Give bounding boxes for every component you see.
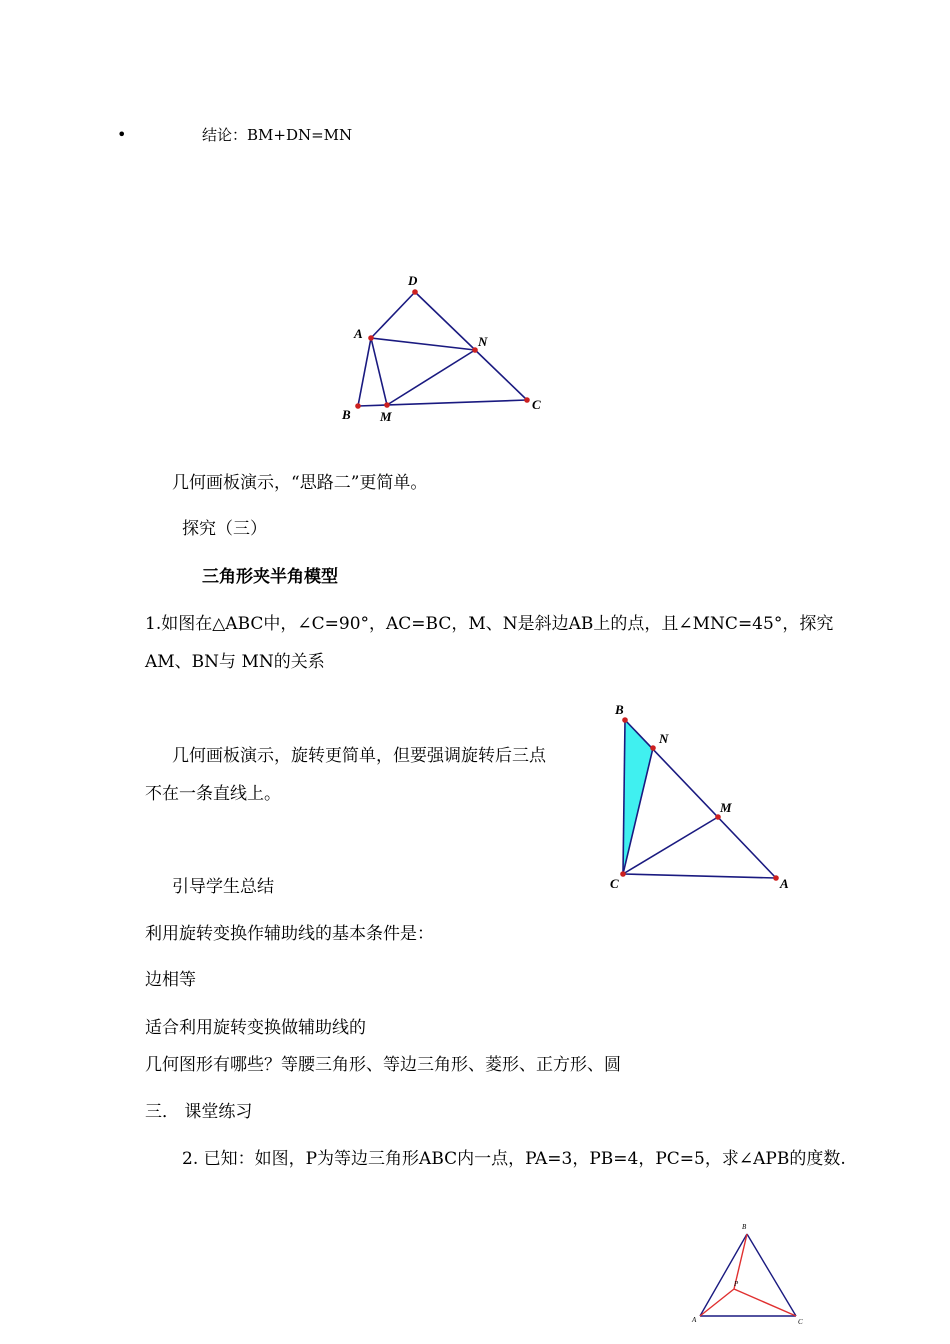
line-AB — [700, 1234, 747, 1316]
label-A: A — [780, 876, 789, 891]
point-C — [524, 397, 530, 403]
point-C — [620, 871, 626, 877]
label-N: N — [659, 731, 669, 746]
label-A: A — [354, 326, 363, 341]
guide-text: 引导学生总结 — [172, 877, 274, 897]
shapes-text: 几何图形有哪些？等腰三角形、等边三角形、菱形、正方形、圆 — [145, 1055, 621, 1075]
line-AM — [371, 338, 387, 405]
fig3-red-lines — [700, 1234, 796, 1316]
label-M: M — [380, 409, 392, 424]
line-AN — [371, 338, 475, 350]
line-BC — [747, 1234, 796, 1316]
figure-right-triangle — [605, 700, 805, 900]
label-C: C — [798, 1318, 803, 1326]
label-C: C — [610, 876, 619, 891]
question2-text: 2. 已知：如图，P为等边三角形ABC内一点，PA=3，PB=4，PC=5，求∠APB的度数. — [182, 1149, 846, 1169]
explore-text: 探究（三） — [182, 519, 267, 539]
label-B: B — [615, 702, 624, 717]
model-heading: 三角形夹半角模型 — [202, 567, 338, 587]
label-A: A — [692, 1316, 697, 1324]
point-A — [368, 335, 374, 341]
point-B — [355, 403, 361, 409]
line-AD — [371, 292, 415, 338]
figure-equilateral-triangle — [690, 1218, 815, 1328]
conclusion-text: 结论：BM+DN=MN — [202, 126, 353, 144]
demo2-line1: 几何画板演示，旋转更简单，但要强调旋转后三点 — [172, 746, 546, 766]
label-M: M — [720, 800, 732, 815]
line-PC — [734, 1289, 796, 1316]
question1-line2: AM、BN与 MN的关系 — [145, 652, 325, 672]
label-D: D — [408, 273, 418, 288]
line-BC — [358, 400, 527, 406]
label-P: P — [734, 1280, 739, 1288]
line-CM — [623, 817, 718, 874]
point-M — [384, 402, 390, 408]
bullet: • — [117, 125, 127, 144]
shaded-triangle-BNC — [623, 720, 653, 874]
point-N — [472, 347, 478, 353]
point-M — [715, 814, 721, 820]
point-D — [412, 289, 418, 295]
fig1-lines — [358, 292, 527, 406]
line-PA — [700, 1289, 734, 1316]
side-equal-text: 边相等 — [145, 970, 196, 990]
line-AB — [358, 338, 371, 406]
question1-line1: 1.如图在△ABC中，∠C=90°，AC=BC，M、N是斜边AB上的点，且∠MNC=45°，探究 — [145, 614, 834, 634]
condition-text: 利用旋转变换作辅助线的基本条件是： — [145, 924, 434, 944]
label-N: N — [478, 334, 488, 349]
demo2-line2: 不在一条直线上。 — [145, 784, 281, 804]
point-N — [650, 745, 656, 751]
label-B: B — [742, 1223, 747, 1231]
figure-quadrilateral — [335, 270, 555, 430]
line-DC — [415, 292, 527, 400]
line-CA — [623, 874, 776, 878]
label-B: B — [342, 407, 351, 422]
demo1-text: 几何画板演示，“思路二”更简单。 — [172, 473, 428, 493]
point-B — [622, 717, 628, 723]
label-C: C — [532, 397, 541, 412]
suitable-text: 适合利用旋转变换做辅助线的 — [145, 1018, 366, 1038]
section3-heading: 三． 课堂练习 — [145, 1102, 253, 1122]
point-A — [773, 875, 779, 881]
fig1-points — [355, 289, 530, 409]
line-MN — [387, 350, 475, 405]
line-BA — [625, 720, 776, 878]
